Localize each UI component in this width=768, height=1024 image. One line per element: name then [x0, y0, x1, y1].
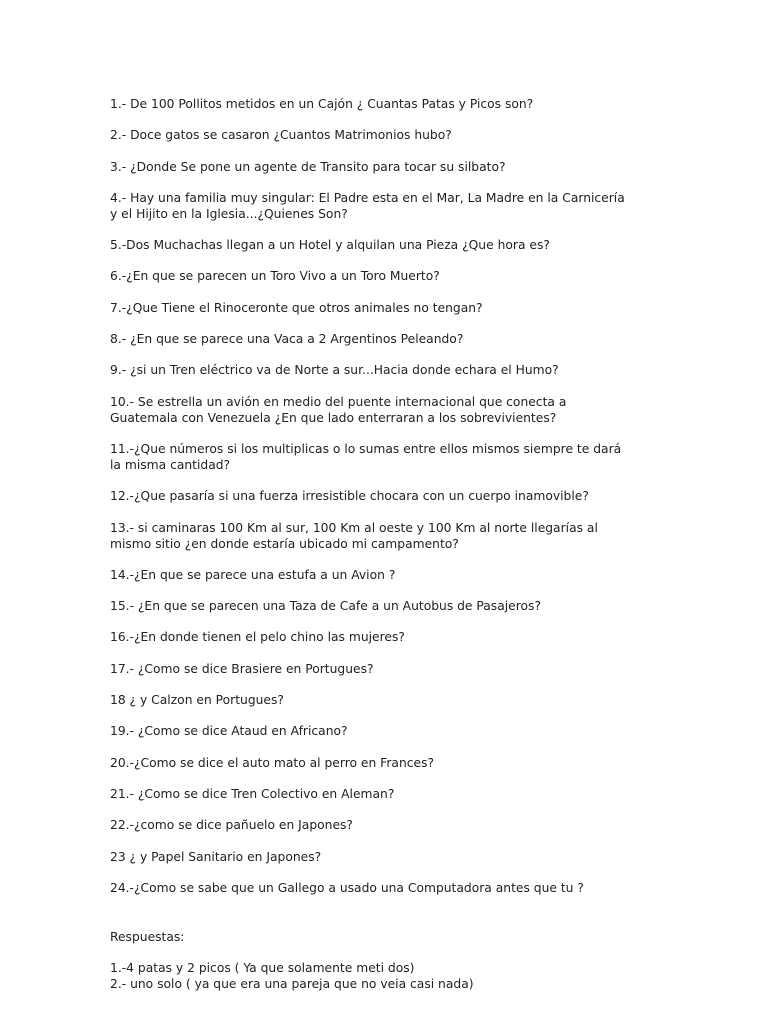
- question-item: 20.-¿Como se dice el auto mato al perro en Frances?: [110, 755, 434, 770]
- question-item: 16.-¿En donde tienen el pelo chino las mujeres?: [110, 630, 405, 645]
- answer-item: 2.- uno solo ( ya que era una pareja que no veia casi nada): [110, 977, 474, 991]
- question-item: 22.-¿como se dice pañuelo en Japones?: [110, 818, 353, 833]
- question-item: 2.- Doce gatos se casaron ¿Cuantos Matrimonios hubo?: [110, 128, 452, 143]
- question-item: 7.-¿Que Tiene el Rinoceronte que otros animales no tengan?: [110, 300, 483, 315]
- question-item: 4.- Hay una familia muy singular: El Padre esta en el Mar, La Madre en la Carnicería y el Hijito en la Iglesia...¿Quienes Son?: [110, 190, 625, 221]
- question-item: 11.-¿Que números si los multiplicas o lo sumas entre ellos mismos siempre te dará la misma cantidad?: [110, 441, 622, 472]
- question-item: 13.- si caminaras 100 Km al sur, 100 Km al oeste y 100 Km al norte llegarías al mismo sitio ¿en donde estaría ubicado mi campamento?: [110, 520, 598, 551]
- question-item: 17.- ¿Como se dice Brasiere en Portugues?: [110, 661, 374, 676]
- question-item: 12.-¿Que pasaría si una fuerza irresistible chocara con un cuerpo inamovible?: [110, 489, 589, 504]
- answer-item: 1.-4 patas y 2 picos ( Ya que solamente meti dos): [110, 961, 415, 975]
- question-item: 24.-¿Como se sabe que un Gallego a usado una Computadora antes que tu ?: [110, 880, 584, 895]
- question-item: 23 ¿ y Papel Sanitario en Japones?: [110, 849, 322, 864]
- question-item: 14.-¿En que se parece una estufa a un Avion ?: [110, 567, 396, 582]
- answer-list: [110, 960, 670, 992]
- question-item: 10.- Se estrella un avión en medio del puente internacional que conecta a Guatemala con Venezuela ¿En que lado enterraran a los sobrevivientes?: [110, 394, 567, 425]
- question-item: 6.-¿En que se parecen un Toro Vivo a un Toro Muerto?: [110, 269, 440, 284]
- question-item: 5.-Dos Muchachas llegan a un Hotel y alquilan una Pieza ¿Que hora es?: [110, 238, 550, 253]
- question-item: 8.- ¿En que se parece una Vaca a 2 Argentinos Peleando?: [110, 332, 464, 347]
- question-item: 18 ¿ y Calzon en Portugues?: [110, 693, 284, 708]
- question-item: 15.- ¿En que se parecen una Taza de Cafe a un Autobus de Pasajeros?: [110, 599, 541, 614]
- question-item: 3.- ¿Donde Se pone un agente de Transito para tocar su silbato?: [110, 159, 506, 174]
- answers-heading: Respuestas:: [110, 930, 185, 944]
- question-item: 1.- De 100 Pollitos metidos en un Cajón ¿ Cuantas Patas y Picos son?: [110, 97, 534, 111]
- question-item: 9.- ¿si un Tren eléctrico va de Norte a sur...Hacia donde echara el Humo?: [110, 363, 559, 378]
- question-item: 19.- ¿Como se dice Ataud en Africano?: [110, 724, 348, 739]
- question-list: [110, 96, 670, 911]
- question-item: 21.- ¿Como se dice Tren Colectivo en Aleman?: [110, 786, 395, 801]
